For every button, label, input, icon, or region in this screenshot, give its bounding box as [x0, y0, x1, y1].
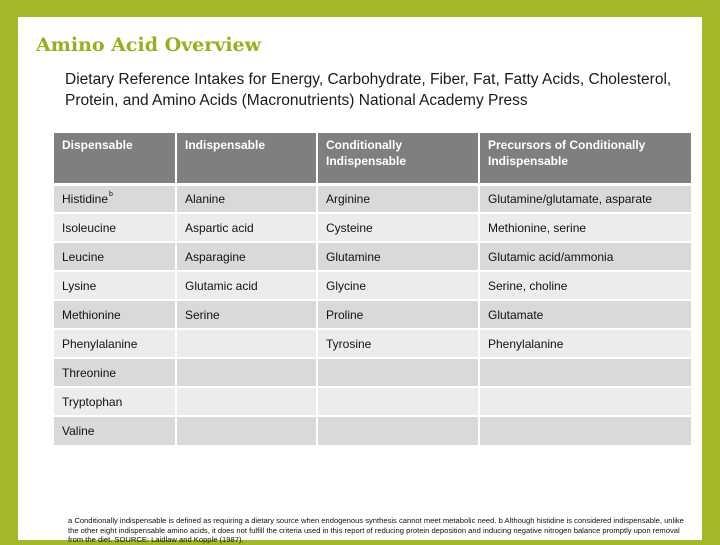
table-cell: Arginine — [317, 184, 479, 213]
table-cell: Isoleucine — [54, 213, 176, 242]
table-cell — [479, 387, 691, 416]
table-cell — [176, 416, 317, 445]
header-conditionally-indispensable: Conditionally Indispensable — [317, 133, 479, 184]
table-cell: Glutamine — [317, 242, 479, 271]
table-cell — [479, 358, 691, 387]
table-row — [54, 271, 691, 300]
header-precursors: Precursors of Conditionally Indispensable — [479, 133, 691, 184]
table-cell: Valine — [54, 416, 176, 445]
table-cell — [54, 184, 176, 213]
table-cell: Cysteine — [317, 213, 479, 242]
amino-acid-table — [54, 133, 691, 445]
table-cell — [317, 416, 479, 445]
table-cell: Serine, choline — [479, 271, 691, 300]
table-row — [54, 213, 691, 242]
table-cell — [317, 387, 479, 416]
table-row — [54, 242, 691, 271]
table-cell: Threonine — [54, 358, 176, 387]
source-footnote: a Conditionally indispensable is defined as requiring a dietary source when endogenous synthesis cannot meet metabolic need. b Although histidine is considered indispensable, unlike the other eight indispensable amino acids, it does not fulfill the criteria used in this report of reducing protein deposition and inducing negative nitrogen balance promptly upon removal from the diet. SOURCE: Laidlaw and Kopple (1987). — [68, 516, 684, 544]
slide-subtitle: Dietary Reference Intakes for Energy, Carbohydrate, Fiber, Fat, Fatty Acids, Cholesterol, Protein, and Amino Acids (Macronutrients) National Academy Press — [65, 71, 672, 109]
table-cell: Serine — [176, 300, 317, 329]
table-cell: Lysine — [54, 271, 176, 300]
table-cell — [317, 358, 479, 387]
table-cell: Leucine — [54, 242, 176, 271]
table-cell: Glutamic acid — [176, 271, 317, 300]
table-cell: Glutamate — [479, 300, 691, 329]
table-row — [54, 184, 691, 213]
footnote-marker: b — [109, 190, 113, 198]
table-cell: Glutamic acid/ammonia — [479, 242, 691, 271]
table-cell — [176, 387, 317, 416]
table-cell: Phenylalanine — [479, 329, 691, 358]
table-cell: Methionine — [54, 300, 176, 329]
table-cell — [176, 358, 317, 387]
table-row — [54, 300, 691, 329]
table-header-row — [54, 133, 691, 184]
table-cell — [176, 329, 317, 358]
table-cell — [479, 416, 691, 445]
table-cell: Aspartic acid — [176, 213, 317, 242]
table-cell: Phenylalanine — [54, 329, 176, 358]
table-row — [54, 358, 691, 387]
header-indispensable: Indispensable — [176, 133, 317, 184]
slide-canvas — [18, 17, 702, 544]
table-cell: Glycine — [317, 271, 479, 300]
table-cell: Methionine, serine — [479, 213, 691, 242]
slide-title: Amino Acid Overview — [36, 34, 261, 56]
header-dispensable: Dispensable — [54, 133, 176, 184]
table-cell: Alanine — [176, 184, 317, 213]
table-row — [54, 416, 691, 445]
cell-text: Histidine — [62, 191, 109, 206]
table-cell: Glutamine/glutamate, asparate — [479, 184, 691, 213]
table-row — [54, 329, 691, 358]
table-cell: Tyrosine — [317, 329, 479, 358]
table-cell: Proline — [317, 300, 479, 329]
table-cell: Asparagine — [176, 242, 317, 271]
table-row — [54, 387, 691, 416]
table-cell: Tryptophan — [54, 387, 176, 416]
